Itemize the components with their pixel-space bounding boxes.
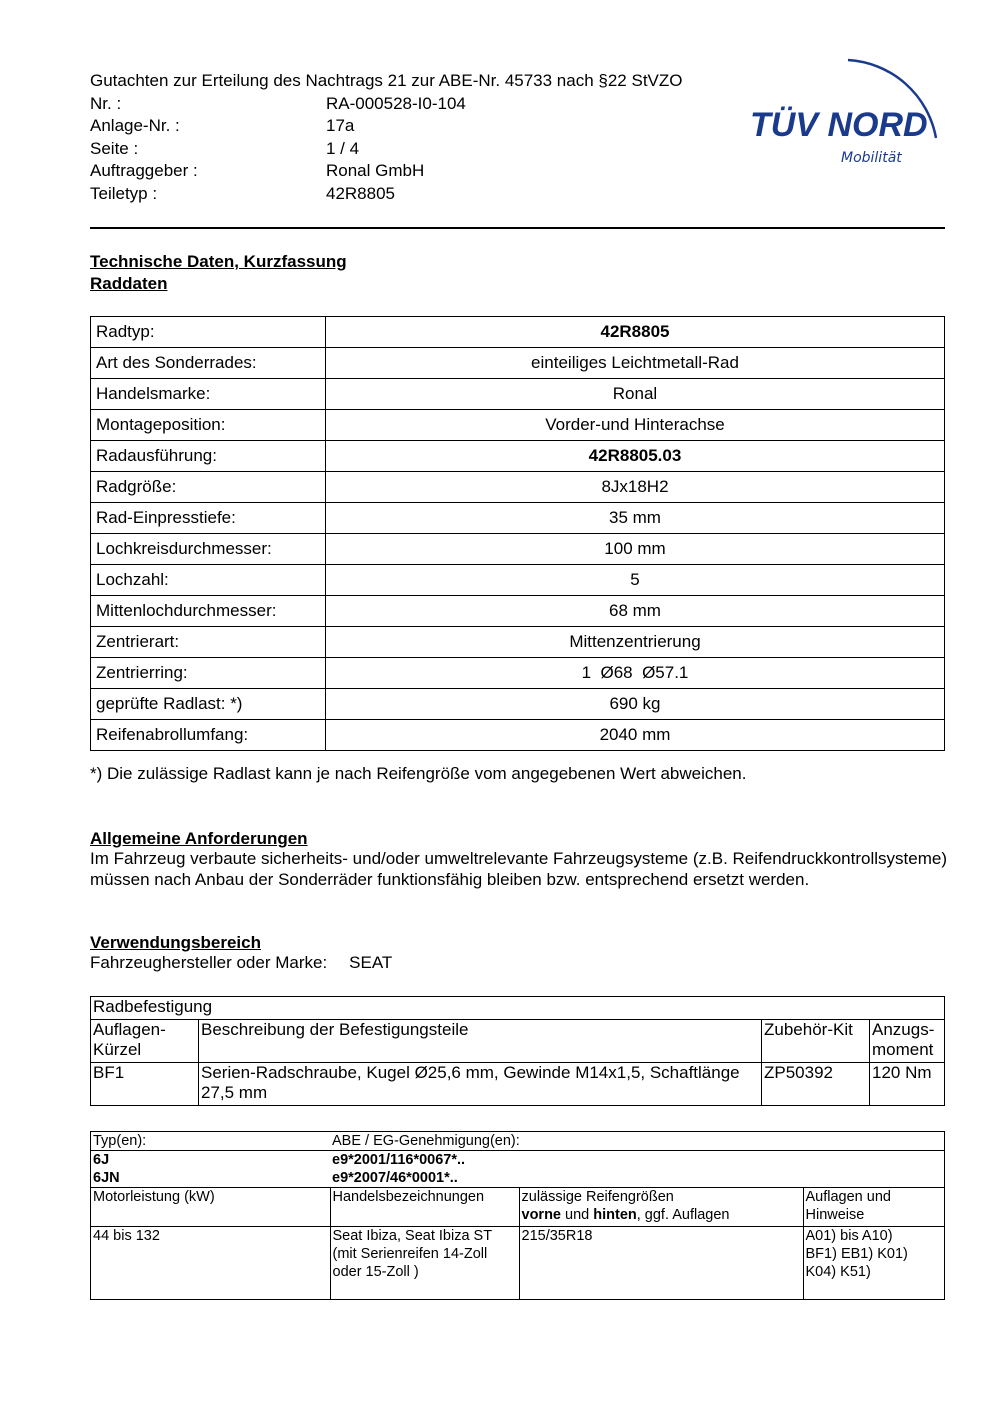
radlast-footnote: *) Die zulässige Radlast kann je nach Reifengröße vom angegebenen Wert abweichen.	[90, 764, 747, 783]
fahrzeughersteller-line	[90, 953, 392, 973]
table-row: geprüfte Radlast: *) 690 kg	[91, 689, 945, 720]
table-row	[91, 1132, 945, 1151]
table-row: BF1 Serien-Radschraube, Kugel Ø25,6 mm, Gewinde M14x1,5, Schaftlänge 27,5 mm ZP50392 120 Nm	[91, 1063, 945, 1106]
table-row: Radgröße: 8Jx18H2	[91, 472, 945, 503]
tuev-nord-logo	[748, 48, 948, 178]
table-row: Rad-Einpresstiefe: 35 mm	[91, 503, 945, 534]
table-row: Radausführung: 42R8805.03	[91, 441, 945, 472]
header-row-auftraggeber: Auftraggeber : Ronal GmbH	[90, 161, 425, 180]
table-row	[91, 1188, 945, 1227]
document-header	[90, 70, 770, 205]
col-zubehoer-kit: Zubehör-Kit	[762, 1020, 870, 1063]
col-auflagen-kuerzel: Auflagen-Kürzel	[91, 1020, 199, 1063]
table-row: Zentrierring: 1 Ø68 Ø57.1	[91, 658, 945, 689]
fahrzeughersteller-value: SEAT	[349, 953, 393, 972]
col-typ: Typ(en):	[91, 1132, 331, 1151]
radbefestigung-table	[90, 996, 945, 1106]
col-auflagen-hinweise: Auflagen und Hinweise	[803, 1188, 945, 1227]
table-row	[91, 997, 945, 1020]
col-motorleistung: Motorleistung (kW)	[91, 1188, 331, 1227]
table-row: 6J e9*2001/116*0067*..	[91, 1151, 945, 1170]
col-beschreibung: Beschreibung der Befestigungsteile	[199, 1020, 762, 1063]
table-row: Montageposition: Vorder-und Hinterachse	[91, 410, 945, 441]
table-row: Zentrierart: Mittenzentrierung	[91, 627, 945, 658]
table-row: Lochzahl: 5	[91, 565, 945, 596]
header-row-nr: Nr. : RA-000528-I0-104	[90, 93, 466, 113]
anforderungen-text: Im Fahrzeug verbaute sicherheits- und/oder umweltrelevante Fahrzeugsysteme (z.B. Reifendruckkontrollsysteme) müssen nach Anbau der Sonderräder funktionsfähig bleiben bzw. entsprechend ersetzt werden.	[90, 849, 947, 889]
radbefestigung-title: Radbefestigung	[91, 997, 945, 1020]
table-row: Reifenabrollumfang: 2040 mm	[91, 720, 945, 751]
table-row: 6JN e9*2007/46*0001*..	[91, 1169, 945, 1188]
header-row-teiletyp: Teiletyp : 42R8805	[90, 183, 396, 203]
table-row: Radtyp: 42R8805	[91, 317, 945, 348]
col-abe: ABE / EG-Genehmigung(en):	[330, 1132, 945, 1151]
logo-brand: TÜV NORD	[750, 106, 928, 144]
table-row	[91, 1020, 945, 1063]
section-title-technische-daten: Technische Daten, Kurzfassung	[90, 252, 347, 271]
col-handelsbezeichnungen: Handelsbezeichnungen	[330, 1188, 519, 1227]
table-row: Art des Sonderrades: einteiliges Leichtmetall-Rad	[91, 348, 945, 379]
typen-table	[90, 1131, 945, 1300]
col-reifengroessen: zulässige Reifengrößen vorne und hinten, ggf. Auflagen	[519, 1188, 803, 1227]
table-row: Lochkreisdurchmesser: 100 mm	[91, 534, 945, 565]
header-row-seite: Seite : 1 / 4	[90, 138, 360, 158]
table-row: 44 bis 132 Seat Ibiza, Seat Ibiza ST (mit Serienreifen 14-Zoll oder 15-Zoll ) 215/35R18 A01) bis A10) BF1) EB1) K01) K04) K51)	[91, 1227, 945, 1300]
logo-sub: Mobilität	[841, 150, 902, 166]
fahrzeughersteller-label: Fahrzeughersteller oder Marke:	[90, 953, 328, 972]
col-anzugsmoment: Anzugs-moment	[870, 1020, 945, 1063]
document-title: Gutachten zur Erteilung des Nachtrags 21 zur ABE-Nr. 45733 nach §22 StVZO	[90, 71, 683, 90]
section-title-verwendungsbereich: Verwendungsbereich	[90, 933, 261, 952]
section-title-raddaten: Raddaten	[90, 274, 168, 293]
raddaten-table	[90, 316, 945, 751]
header-divider	[90, 227, 945, 229]
table-row: Mittenlochdurchmesser: 68 mm	[91, 596, 945, 627]
section-title-anforderungen: Allgemeine Anforderungen	[90, 829, 308, 848]
table-row: Handelsmarke: Ronal	[91, 379, 945, 410]
header-row-anlage: Anlage-Nr. : 17a	[90, 116, 355, 135]
